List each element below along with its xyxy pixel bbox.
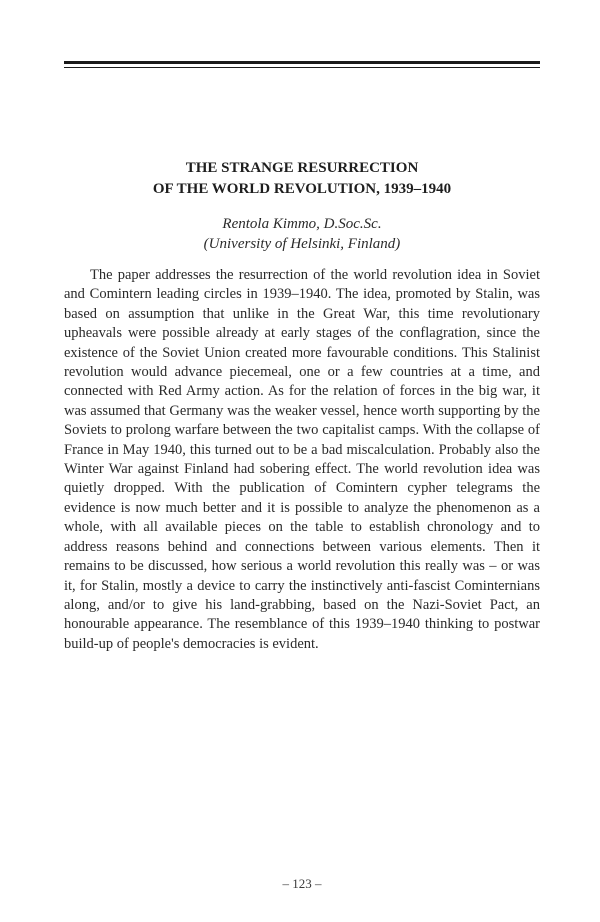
abstract-paragraph: The paper addresses the resurrection of the world revolution idea in Soviet and Comintern leading circles in 1939–1940. The idea, promoted by Stalin, was based on assumption that unlike in the Great War, this time revolutionary upheavals were possible already at early stages of the conflagration, since the existence of the Soviet Union created more favourable conditions. This Stalinist revolution would advance piecemeal, one or a few countries at a time, and connected with Red Army action. As for the relation of forces in the big war, it was assumed that Germany was the weaker vessel, hence worth supporting by the Soviets to prolong warfare between the two capitalist camps. With the collapse of France in May 1940, this turned out to be a bad miscalculation. Probably also the Winter War against Finland had sobering effect. The world revolution idea was quietly dropped. With the publication of Comintern cypher telegrams the evidence is now much better and it is possible to analyze the phenomenon as a whole, with all available pieces on the table to establish chronology and to address reasons behind and connections between various elements. Then it remains to be discussed, how serious a world revolution this really was – or was it, for Stalin, mostly a device to carry the instinctively anti-fascist Cominternians along, and/or to give his land-grabbing, based on the Nazi-Soviet Pact, an honourable appearance. The resemblance of this 1939–1940 thinking to postwar build-up of people's democracies is evident. [64, 267, 540, 652]
author-block [64, 214, 540, 254]
header-rule-thin [64, 67, 540, 68]
title-line-1: THE STRANGE RESURRECTION [185, 160, 419, 176]
page-number: – 123 – [282, 876, 322, 891]
title-line-2: OF THE WORLD REVOLUTION, 1939–1940 [152, 181, 452, 197]
author-affiliation: (University of Helsinki, Finland) [203, 236, 401, 252]
author-name: Rentola Kimmo, D.Soc.Sc. [222, 216, 382, 232]
header-rule-thick [64, 61, 540, 64]
article-title [64, 158, 540, 200]
